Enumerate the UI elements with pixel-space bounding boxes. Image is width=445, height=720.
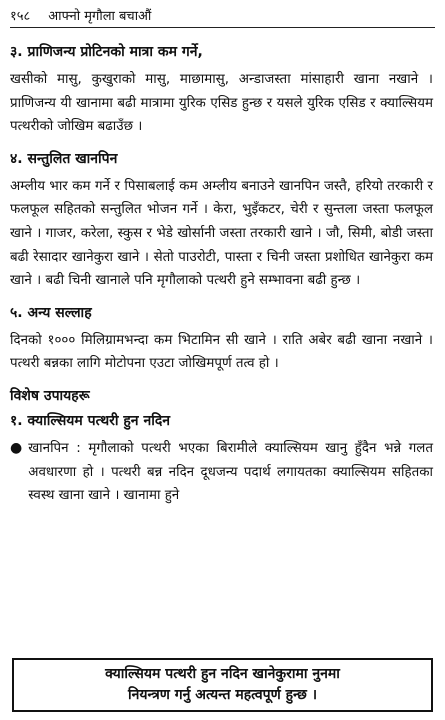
bullet-text: खानपिन : मृगौलाको पत्थरी भएका बिरामीले क्याल्सियम खानु हुँदैन भन्ने गलत अवधारणा हो । पत्थरी बन्न नदिन दूधजन्य पदार्थ लगायतका क्याल्सियम सहितका स्वस्थ खाना खाने । खानामा हुने	[28, 440, 433, 504]
callout-box	[12, 658, 433, 712]
section-4-heading: ४. सन्तुलित खानपिन	[10, 150, 118, 167]
calcium-stone-heading: १. क्याल्सियम पत्थरी हुन नदिन	[10, 412, 171, 429]
page-content	[10, 42, 433, 508]
callout-line-2: नियन्त्रण गर्नु अत्यन्त महत्वपूर्ण हुन्छ ।	[127, 687, 318, 703]
book-title: आफ्नो मृगौला बचाऔं	[48, 9, 152, 24]
section-3-heading: ३. प्राणिजन्य प्रोटिनको मात्रा कम गर्ने,	[10, 44, 203, 60]
callout-line-1: क्याल्सियम पत्थरी हुन नदिन खानेकुरामा नुनमा	[105, 666, 340, 682]
section-5-heading: ५. अन्य सल्लाह	[10, 304, 92, 321]
running-header	[10, 6, 435, 28]
section-4-text: अम्लीय भार कम गर्ने र पिसाबलाई कम अम्लीय बनाउने खानपिन जस्तै, हरियो तरकारी र फलफूल सहितको सन्तुलित भोजन गर्ने । केरा, भुइँकटर, चेरी र सुन्तला जस्ता फलफूल खाने । गाजर, करेला, स्कुस र भेडे खोर्सानी जस्ता तरकारी खाने । जौ, सिमी, बोडी जस्ता बढी रेसादार खानेकुरा खाने । सेतो पाउरोटी, पास्ता र चिनी जस्ता प्रशोधित खानेकुरा कम खाने । बढी चिनी खानाले पनि मृगौलाको पत्थरी हुने सम्भावना बढी हुन्छ ।	[10, 178, 433, 289]
list-item	[10, 437, 433, 508]
bullet-icon: ●	[10, 439, 23, 456]
section-3-text: खसीको मासु, कुखुराको मासु, माछामासु, अन्डाजस्ता मांसाहारी खाना नखाने । प्राणिजन्य यी खानामा बढी मात्रामा युरिक एसिड हुन्छ र यसले युरिक एसिड र क्याल्सियम पत्थरीको जोखिम बढाउँछ ।	[10, 72, 433, 135]
section-5-text: दिनको १००० मिलिग्रामभन्दा कम भिटामिन सी खाने । राति अबेर बढी खाना नखाने । पत्थरी बन्नका लागि मोटोपना एउटा जोखिमपूर्ण तत्व हो ।	[10, 332, 433, 372]
page-number: १५८	[10, 9, 31, 24]
special-measures-label: विशेष उपायहरू	[10, 387, 90, 404]
